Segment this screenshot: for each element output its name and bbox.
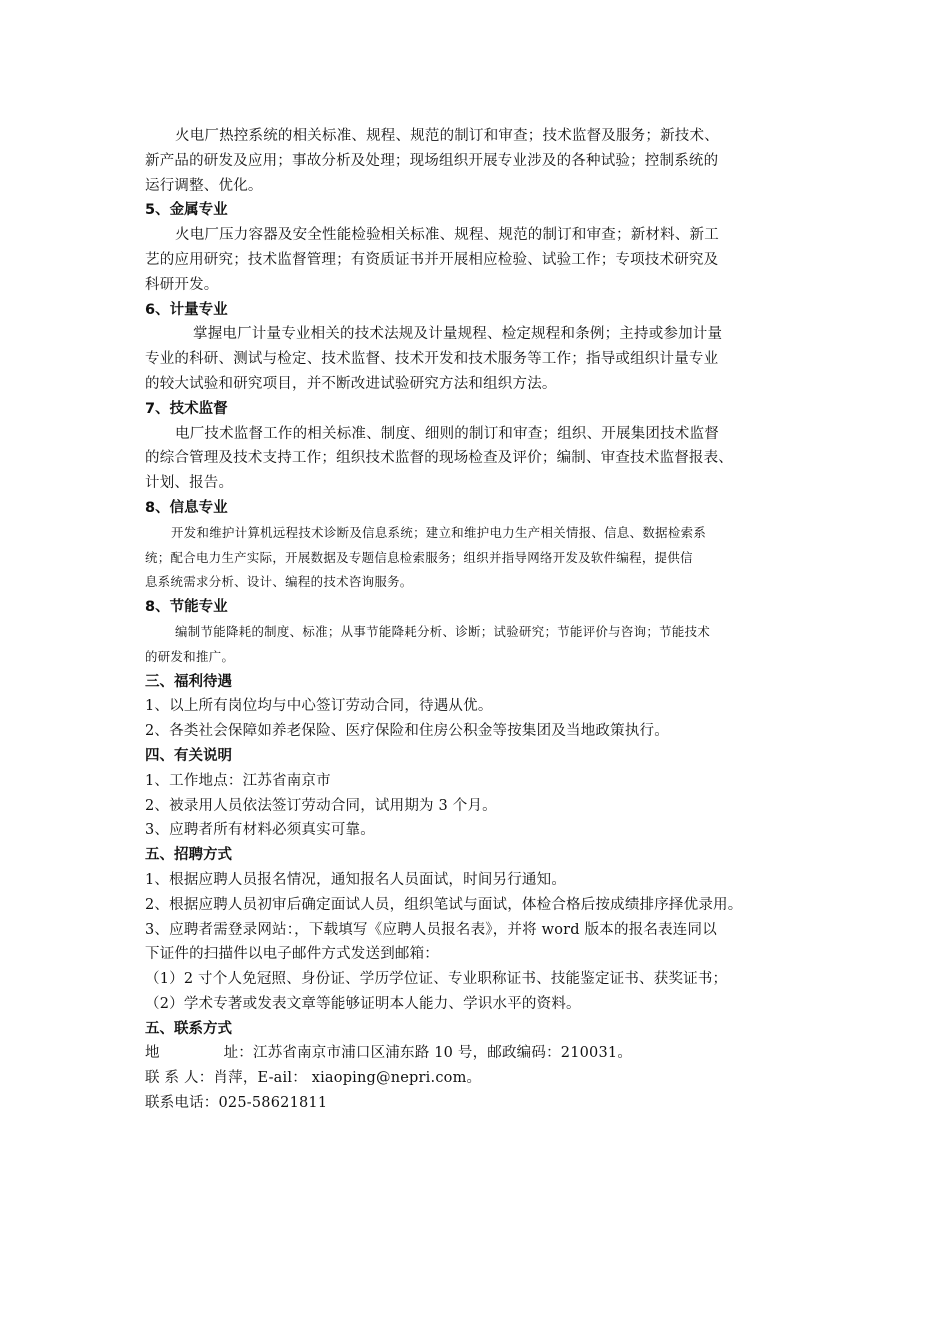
- method-line-1: 1、根据应聘人员报名情况，通知报名人员面试，时间另行通知。: [145, 871, 567, 888]
- benefits-line-1: 1、以上所有岗位均与中心签订劳动合同，待遇从优。: [145, 698, 493, 715]
- benefits-heading: 三、福利待遇: [145, 673, 232, 690]
- contact-phone-value: 025-58621811: [218, 1095, 328, 1112]
- contact-phone-label: 联系电话：: [145, 1095, 219, 1112]
- contact-person-label: 联 系 人：: [145, 1070, 214, 1087]
- notes-line-3: 3、应聘者所有材料必须真实可靠。: [145, 822, 375, 839]
- contact-phone-row: [145, 1091, 820, 1116]
- supervision-heading: 7、技术监督: [145, 400, 228, 417]
- metering-line-1: 掌握电厂计量专业相关的技术法规及计量规程、检定规程和条例；主持或参加计量: [193, 326, 723, 343]
- energy-heading: 8、节能专业: [145, 599, 228, 616]
- energy-line-1: 编制节能降耗的制度、标准；从事节能降耗分析、诊断；试验研究；节能评价与咨询；节能技术: [175, 623, 711, 639]
- info-line-3: 息系统需求分析、设计、编程的技术咨询服务。: [145, 574, 413, 590]
- supervision-line-1: 电厂技术监督工作的相关标准、制度、细则的制订和审查；组织、开展集团技术监督: [175, 425, 719, 442]
- metering-heading: 6、计量专业: [145, 301, 228, 318]
- supervision-line-3: 计划、报告。: [145, 475, 234, 492]
- thermal-line-2: 新产品的研发及应用；事故分析及处理；现场组织开展专业涉及的各种试验；控制系统的: [145, 152, 719, 169]
- method-line-6: （2）学术专著或发表文章等能够证明本人能力、学识水平的资料。: [145, 995, 581, 1012]
- metal-heading: 5、金属专业: [145, 202, 228, 219]
- supervision-line-2: 的综合管理及技术支持工作；组织技术监督的现场检查及评价；编制、审查技术监督报表、: [145, 450, 733, 467]
- contact-person-row: [145, 1066, 820, 1091]
- method-line-2: 2、根据应聘人员初审后确定面试人员，组织笔试与面试，体检合格后按成绩排序择优录用。: [145, 896, 743, 913]
- thermal-line-3: 运行调整、优化。: [145, 177, 263, 194]
- contact-address-label: [145, 1041, 253, 1066]
- method-line-5: （1）2 寸个人免冠照、身份证、学历学位证、专业职称证书、技能鉴定证书、获奖证书；: [145, 971, 728, 988]
- document-page: [145, 124, 820, 1116]
- contact-address-label-1: 地: [145, 1045, 160, 1062]
- contact-person-value: 肖萍，E-ail： xiaoping@nepri.com。: [213, 1070, 482, 1087]
- info-heading: 8、信息专业: [145, 499, 228, 516]
- metal-line-2: 艺的应用研究；技术监督管理；有资质证书并开展相应检验、试验工作；专项技术研究及: [145, 251, 719, 268]
- contact-address-label-2: 址：: [223, 1045, 253, 1062]
- contact-heading: 五、联系方式: [145, 1020, 232, 1037]
- metering-line-3: 的较大试验和研究项目，并不断改进试验研究方法和组织方法。: [145, 375, 557, 392]
- metal-line-1: 火电厂压力容器及安全性能检验相关标准、规程、规范的制订和审查；新材料、新工: [175, 227, 719, 244]
- info-line-2: 统；配合电力生产实际，开展数据及专题信息检索服务；组织并指导网络开发及软件编程，提供信: [145, 549, 693, 565]
- contact-address-row: [145, 1041, 820, 1066]
- method-heading: 五、招聘方式: [145, 847, 232, 864]
- notes-line-2: 2、被录用人员依法签订劳动合同，试用期为 3 个月。: [145, 797, 497, 814]
- info-line-1: 开发和维护计算机远程技术诊断及信息系统；建立和维护电力生产相关情报、信息、数据检索系: [171, 524, 707, 540]
- energy-line-2: 的研发和推广。: [145, 648, 235, 664]
- metering-line-2: 专业的科研、测试与检定、技术监督、技术开发和技术服务等工作；指导或组织计量专业: [145, 351, 719, 368]
- contact-address-value: 江苏省南京市浦口区浦东路 10 号，邮政编码：210031。: [253, 1045, 633, 1062]
- method-line-4: 下证件的扫描件以电子邮件方式发送到邮箱：: [145, 946, 439, 963]
- notes-heading: 四、有关说明: [145, 747, 232, 764]
- method-line-3: 3、应聘者需登录网站：，下载填写《应聘人员报名表》，并将 word 版本的报名表连同以: [145, 921, 717, 938]
- metal-line-3: 科研开发。: [145, 276, 219, 293]
- thermal-line-1: 火电厂热控系统的相关标准、规程、规范的制订和审查；技术监督及服务；新技术、: [175, 128, 719, 144]
- notes-line-1: 1、工作地点：江苏省南京市: [145, 772, 331, 789]
- benefits-line-2: 2、各类社会保障如养老保险、医疗保险和住房公积金等按集团及当地政策执行。: [145, 723, 669, 740]
